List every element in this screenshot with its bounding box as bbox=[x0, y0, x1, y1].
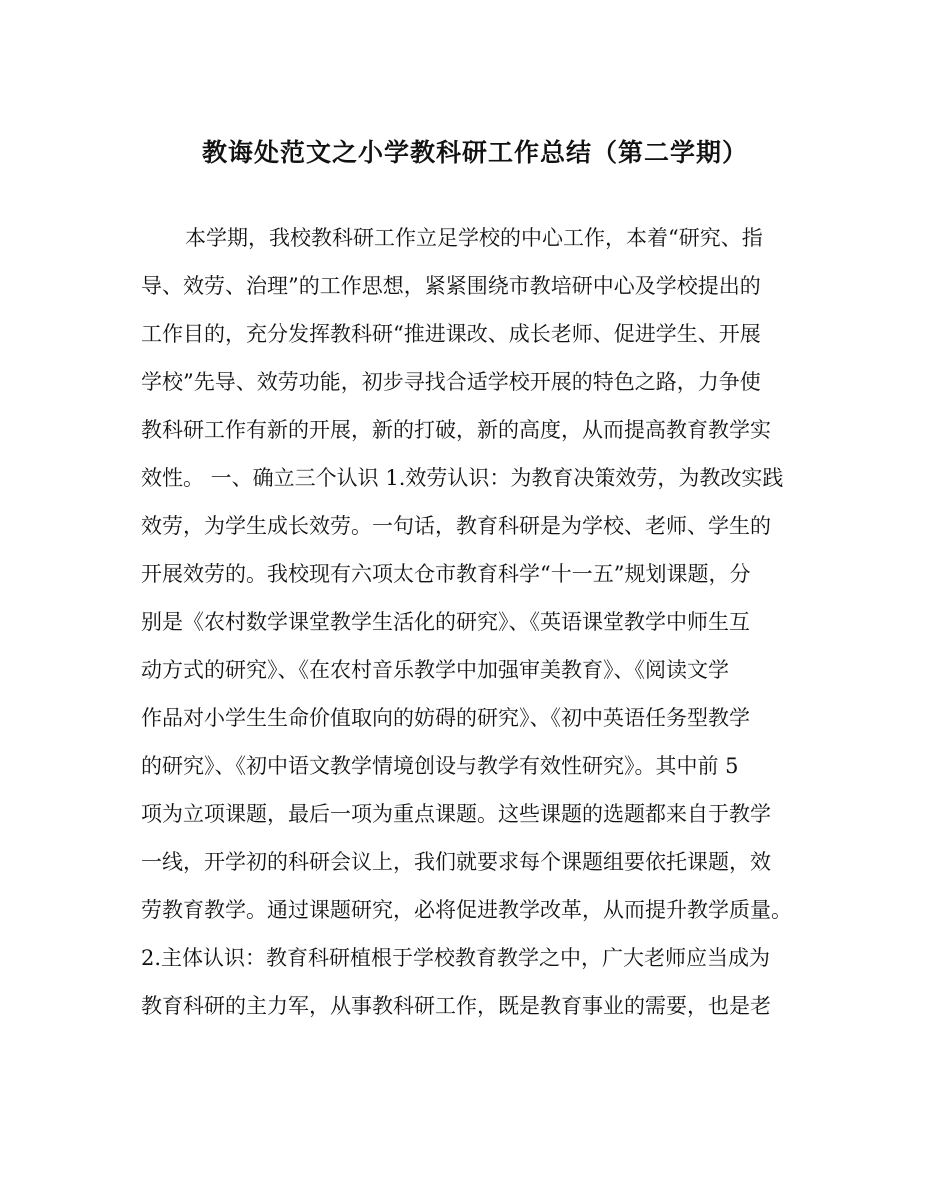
body-line: 教科研工作有新的开展，新的打破，新的高度，从而提高教育教学实 bbox=[141, 418, 771, 442]
document-title: 教诲处范文之小学教科研工作总结（第二学期） bbox=[201, 138, 748, 167]
body-line: 导、效劳、治理”的工作思想，紧紧围绕市教培研中心及学校提出的 bbox=[141, 274, 761, 298]
body-line: 一线，开学初的科研会议上，我们就要求每个课题组要依托课题，效 bbox=[141, 850, 771, 874]
body-line: 动方式的研究》、《在农村音乐教学中加强审美教育》、《阅读文学 bbox=[141, 658, 729, 682]
body-line: 别是《农村数学课堂教学生活化的研究》、《英语课堂教学中师生互 bbox=[141, 610, 750, 634]
body-line: 2.主体认识：教育科研植根于学校教育教学之中，广大老师应当成为 bbox=[141, 946, 771, 970]
body-line: 效劳，为学生成长效劳。一句话，教育科研是为学校、老师、学生的 bbox=[141, 514, 771, 538]
body-line: 项为立项课题，最后一项为重点课题。这些课题的选题都来自于教学 bbox=[141, 802, 771, 826]
body-line: 劳教育教学。通过课题研究，必将促进教学改革，从而提升教学质量。 bbox=[141, 898, 792, 922]
body-line: 作品对小学生生命价值取向的妨碍的研究》、《初中英语任务型教学 bbox=[141, 706, 750, 730]
body-line: 效性。 一、确立三个认识 1.效劳认识：为教育决策效劳，为教改实践 bbox=[141, 466, 784, 490]
body-line: 学校”先导、效劳功能，初步寻找合适学校开展的特色之路，力争使 bbox=[141, 370, 761, 394]
body-line: 的研究》、《初中语文教学情境创设与教学有效性研究》。其中前 5 bbox=[141, 754, 739, 778]
document-body bbox=[141, 214, 821, 1030]
body-line: 工作目的，充分发挥教科研“推进课改、成长老师、促进学生、开展 bbox=[141, 322, 761, 346]
body-line: 教育科研的主力军，从事教科研工作，既是教育事业的需要，也是老 bbox=[141, 994, 771, 1018]
body-line: 开展效劳的。我校现有六项太仓市教育科学“十一五”规划课题，分 bbox=[141, 562, 751, 586]
body-line: 本学期，我校教科研工作立足学校的中心工作，本着“研究、指 bbox=[185, 226, 763, 250]
